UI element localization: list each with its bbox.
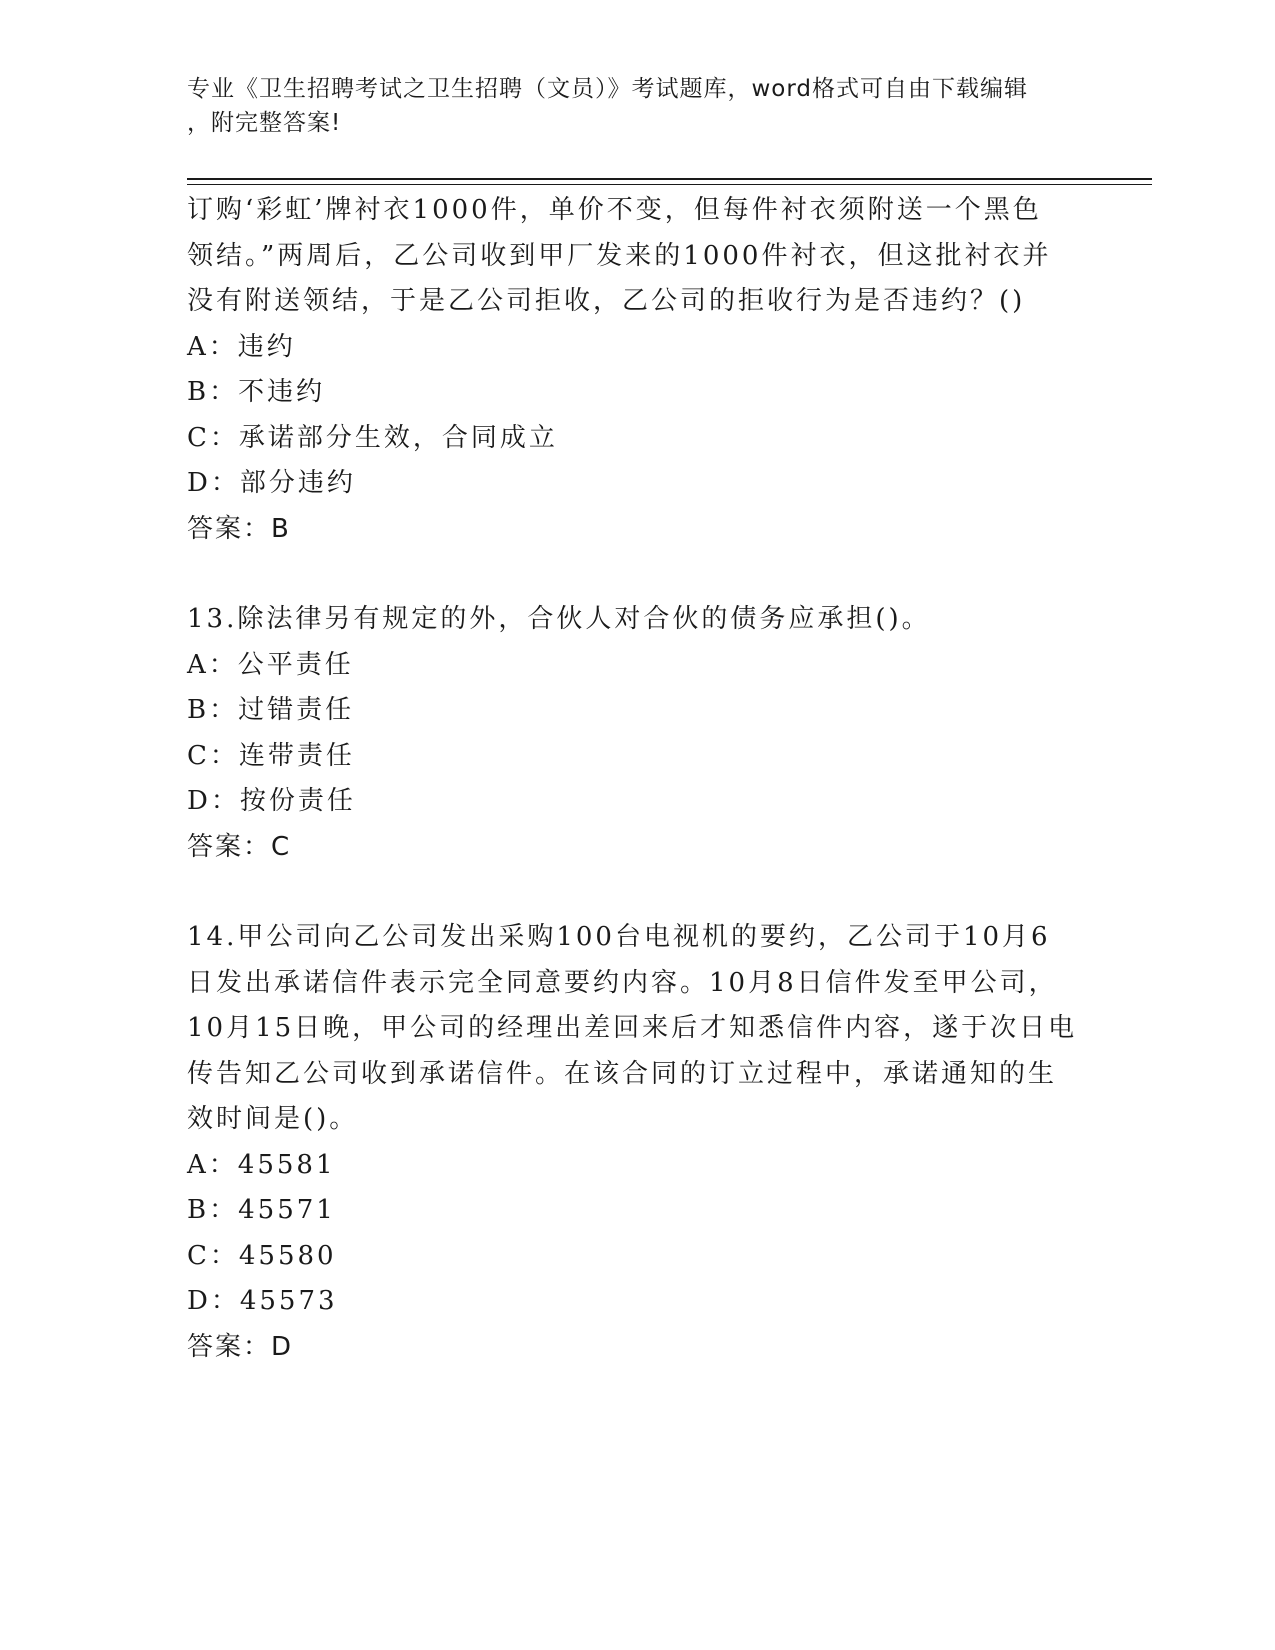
document-header bbox=[187, 72, 1067, 140]
question-14-line-4: 传告知乙公司收到承诺信件。在该合同的订立过程中，承诺通知的生 bbox=[187, 1058, 1058, 1089]
question-12-line-2: 领结。”两周后，乙公司收到甲厂发来的1000件衬衣，但这批衬衣并 bbox=[187, 240, 1052, 271]
question-14-option-a: A：45581 bbox=[187, 1149, 336, 1180]
question-14-answer: 答案：D bbox=[187, 1331, 294, 1362]
question-gap bbox=[187, 870, 1087, 915]
question-14-line-2: 日发出承诺信件表示完全同意要约内容。10月8日信件发至甲公司， bbox=[187, 967, 1058, 998]
question-14-option-c: C：45580 bbox=[187, 1240, 337, 1271]
question-13-option-b: B：过错责任 bbox=[187, 695, 355, 725]
question-13-option-a: A：公平责任 bbox=[187, 649, 354, 680]
question-gap bbox=[187, 552, 1087, 597]
question-12-line-3: 没有附送领结，于是乙公司拒收，乙公司的拒收行为是否违约？() bbox=[187, 286, 1026, 316]
question-12-option-c: C：承诺部分生效，合同成立 bbox=[187, 422, 558, 453]
question-13-option-d: D：按份责任 bbox=[187, 786, 356, 816]
question-12-option-a: A：违约 bbox=[187, 331, 296, 362]
question-14-line-3: 10月15日晚，甲公司的经理出差回来后才知悉信件内容，遂于次日电 bbox=[187, 1013, 1078, 1043]
question-13-option-c: C：连带责任 bbox=[187, 740, 355, 771]
question-14-option-b: B：45571 bbox=[187, 1195, 336, 1225]
question-14-option-d: D：45573 bbox=[187, 1286, 338, 1316]
question-12-option-b: B：不违约 bbox=[187, 377, 326, 407]
header-line-1: 专业《卫生招聘考试之卫生招聘（文员）》考试题库，word格式可自由下载编辑 bbox=[187, 76, 1029, 102]
header-divider-thick bbox=[187, 178, 1152, 180]
question-13-line-1: 13.除法律另有规定的外，合伙人对合伙的债务应承担()。 bbox=[187, 604, 931, 634]
question-list bbox=[187, 188, 1087, 1370]
question-14-line-5: 效时间是()。 bbox=[187, 1104, 359, 1134]
question-14 bbox=[187, 915, 1087, 1370]
question-12-option-d: D：部分违约 bbox=[187, 468, 356, 498]
header-divider-thin bbox=[187, 184, 1152, 185]
question-14-line-1: 14.甲公司向乙公司发出采购100台电视机的要约，乙公司于10月6 bbox=[187, 922, 1051, 952]
question-13-answer: 答案：C bbox=[187, 831, 292, 862]
header-line-2: ，附完整答案! bbox=[187, 110, 342, 136]
question-12 bbox=[187, 188, 1087, 552]
question-13 bbox=[187, 597, 1087, 870]
question-12-answer: 答案：B bbox=[187, 513, 291, 544]
question-12-line-1: 订购‘彩虹’牌衬衣1000件，单价不变，但每件衬衣须附送一个黑色 bbox=[187, 195, 1042, 225]
